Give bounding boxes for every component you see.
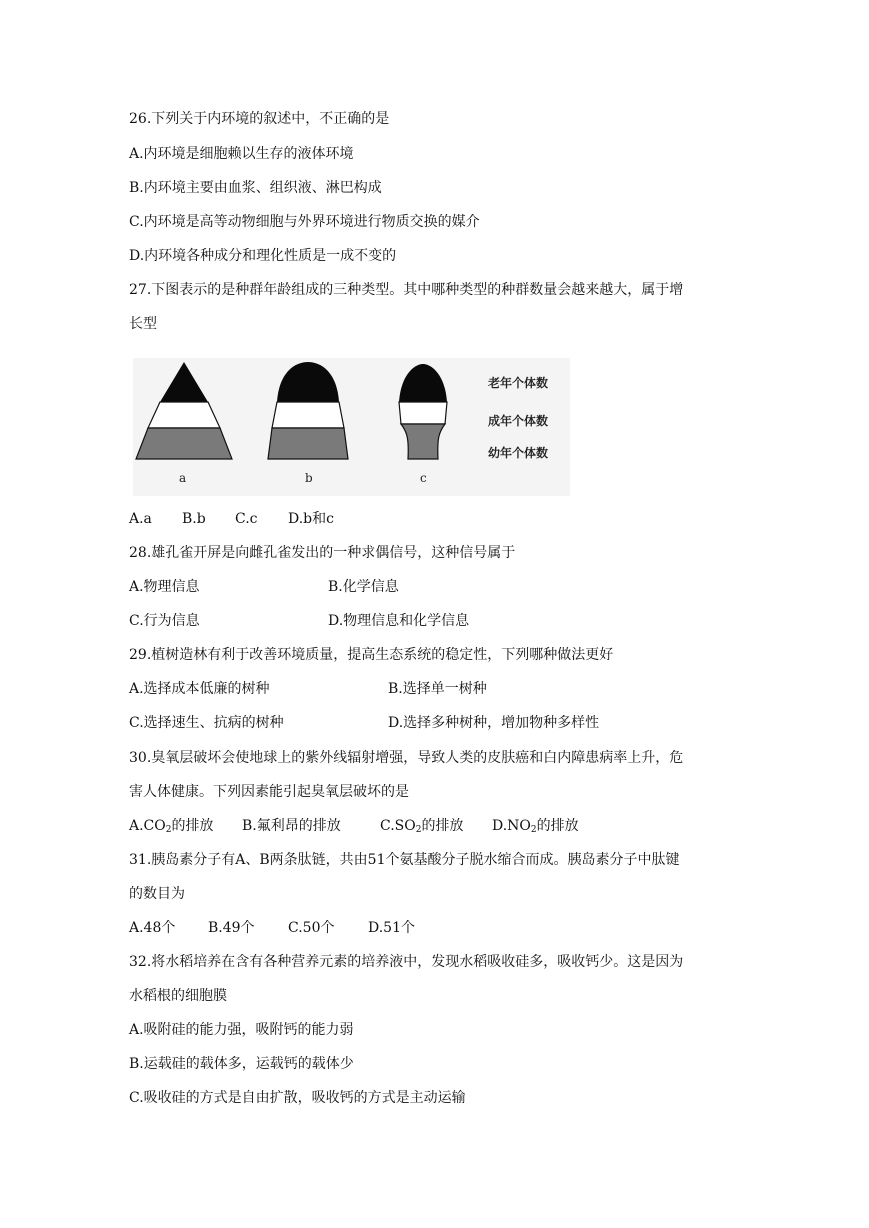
pyramid-b-old (277, 362, 339, 402)
q28-stem: 28.雄孔雀开屏是向雌孔雀发出的一种求偶信号，这种信号属于 (129, 545, 516, 561)
q32-option-c: C.吸收硅的方式是自由扩散，吸收钙的方式是主动运输 (129, 1090, 466, 1106)
pyramid-a-adult (148, 402, 220, 428)
q31-stem-line2: 的数目为 (129, 886, 185, 902)
q28-option-a: A.物理信息 (129, 579, 200, 595)
q29-option-c: C.选择速生、抗病的树种 (129, 715, 284, 731)
q26-option-d: D.内环境各种成分和理化性质是一成不变的 (129, 248, 397, 264)
q30-option-a-subscript: 2 (165, 825, 172, 835)
q32-stem-line2: 水稻根的细胞膜 (129, 988, 227, 1004)
q30-option-c-text: C.SO (380, 818, 416, 834)
q26-option-a: A.内环境是细胞赖以生存的液体环境 (129, 146, 354, 162)
q28-option-c: C.行为信息 (129, 613, 200, 629)
q30-option-c (380, 816, 463, 840)
q27-stem-line2: 长型 (129, 316, 157, 332)
q32-option-b: B.运载硅的载体多，运载钙的载体少 (129, 1056, 354, 1072)
q27-option-d: D.b和c (288, 511, 334, 527)
q30-option-a (129, 816, 213, 840)
q26-option-c: C.内环境是高等动物细胞与外界环境进行物质交换的媒介 (129, 214, 480, 230)
label-a: a (179, 471, 187, 485)
q31-option-b: B.49个 (208, 920, 255, 936)
q31-stem-line1: 31.胰岛素分子有A、B两条肽链，共由51个氨基酸分子脱水缩合而成。胰岛素分子中肽键 (129, 852, 680, 868)
q30-option-c-subscript: 2 (415, 825, 422, 835)
q32-stem-line1: 32.将水稻培养在含有各种营养元素的培养液中，发现水稻吸收硅多，吸收钙少。这是因为 (129, 954, 684, 970)
q29-option-b: B.选择单一树种 (388, 681, 487, 697)
q30-option-a-suffix: 的排放 (171, 818, 214, 834)
q27-option-b: B.b (182, 511, 206, 527)
q30-option-d-text: D.NO (492, 818, 531, 834)
q30-option-a-text: A.CO (129, 818, 166, 834)
pyramid-a-young (136, 428, 232, 459)
q31-option-d: D.51个 (368, 920, 415, 936)
pyramid-a-old (160, 362, 208, 402)
q31-option-a: A.48个 (129, 920, 176, 936)
q32-option-a: A.吸附硅的能力强，吸附钙的能力弱 (129, 1022, 354, 1038)
q30-option-d-subscript: 2 (530, 825, 537, 835)
legend-young: 幼年个体数 (488, 446, 549, 460)
pyramid-b-adult (272, 402, 344, 428)
pyramid-c-young (401, 424, 445, 459)
q28-option-d: D.物理信息和化学信息 (328, 613, 470, 629)
q30-stem-line2: 害人体健康。下列因素能引起臭氧层破坏的是 (129, 784, 409, 800)
label-c: c (420, 471, 427, 485)
q30-option-d (492, 816, 579, 840)
q30-option-d-suffix: 的排放 (536, 818, 579, 834)
q27-stem-line1: 27.下图表示的是种群年龄组成的三种类型。其中哪种类型的种群数量会越来越大，属于增 (129, 282, 684, 298)
q29-option-d: D.选择多种树种，增加物种多样性 (388, 715, 600, 731)
q27-option-a: A.a (129, 511, 152, 527)
label-b: b (305, 471, 313, 485)
q30-option-b: B.氟利昂的排放 (242, 818, 341, 834)
q27-option-c: C.c (235, 511, 258, 527)
q26-stem: 26.下列关于内环境的叙述中，不正确的是 (129, 111, 390, 127)
q29-option-a: A.选择成本低廉的树种 (129, 681, 270, 697)
age-structure-figure (133, 358, 570, 496)
legend-adult: 成年个体数 (488, 414, 549, 428)
pyramid-c (399, 364, 447, 459)
legend-old: 老年个体数 (488, 376, 549, 390)
q26-option-b: B.内环境主要由血浆、组织液、淋巴构成 (129, 180, 382, 196)
q28-option-b: B.化学信息 (328, 579, 399, 595)
q30-stem-line1: 30.臭氧层破坏会使地球上的紫外线辐射增强，导致人类的皮肤癌和白内障患病率上升，危 (129, 750, 684, 766)
q31-option-c: C.50个 (288, 920, 335, 936)
pyramid-b (268, 362, 348, 459)
pyramid-a (136, 362, 232, 459)
pyramid-b-young (268, 428, 348, 459)
q29-stem: 29.植树造林有利于改善环境质量，提高生态系统的稳定性，下列哪种做法更好 (129, 647, 614, 663)
pyramid-c-adult (399, 402, 447, 424)
q30-option-c-suffix: 的排放 (421, 818, 464, 834)
pyramid-c-old (399, 364, 447, 402)
